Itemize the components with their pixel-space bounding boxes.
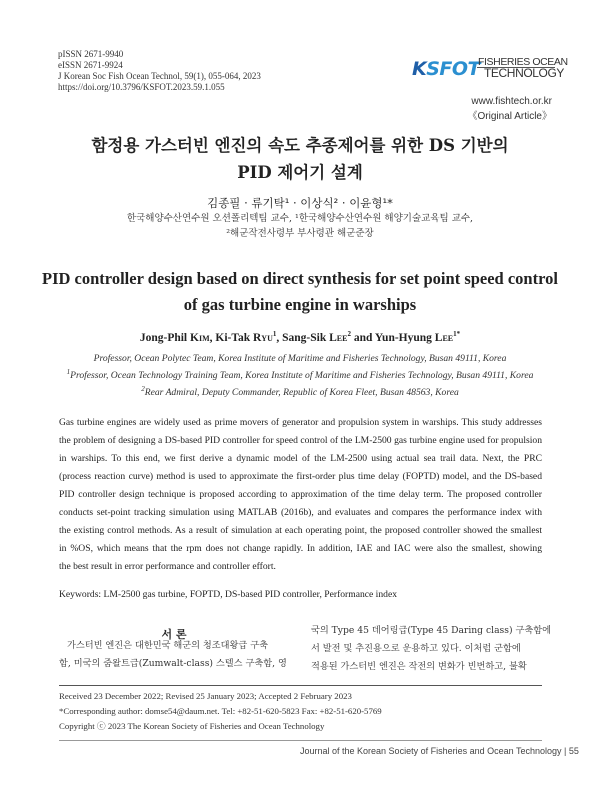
logo-line-1: FISHERIES OCEAN bbox=[478, 56, 568, 68]
english-affiliation-2 bbox=[40, 367, 560, 384]
author-and: and bbox=[350, 332, 375, 344]
author-2-sup: 1 bbox=[272, 330, 277, 339]
logo-mark-k: K bbox=[412, 58, 427, 80]
pissn: pISSN 2671-9940 bbox=[58, 49, 124, 59]
author-4-sup: 1* bbox=[453, 330, 461, 339]
english-authors: Jong-Phil Kim, Ki-Tak Ryu$^1$, Sang-Sik Lee$^2$ and Yun-Hyung Lee$^{1*}$ bbox=[139, 330, 461, 344]
korean-affiliation-2: ²해군작전사령부 부사령관 해군준장 bbox=[226, 228, 374, 239]
author-3-sup: 2 bbox=[347, 330, 351, 339]
author-4-family: Lee bbox=[434, 332, 454, 344]
author-4 bbox=[375, 332, 460, 344]
affiliation-3-sup: 2 bbox=[141, 384, 145, 393]
english-affiliation-3 bbox=[40, 384, 560, 401]
doi-link[interactable]: https://doi.org/10.3796/KSFOT.2023.59.1.055 bbox=[58, 82, 225, 92]
article-type: 《Original Article》 bbox=[467, 111, 552, 122]
logo-wordmark bbox=[478, 57, 568, 79]
eissn: eISSN 2671-9924 bbox=[58, 60, 123, 70]
korean-title-line-1: 함정용 가스터빈 엔진의 속도 추종제어를 위한 DS 기반의 bbox=[91, 136, 509, 155]
abstract bbox=[59, 414, 542, 576]
author-2-family: Ryu bbox=[252, 332, 273, 344]
footnotes bbox=[59, 689, 542, 734]
footer-journal: Journal of the Korean Society of Fisheries and Ocean Technology bbox=[300, 746, 562, 756]
page-footer bbox=[300, 746, 579, 756]
keywords: Keywords: LM-2500 gas turbine, FOPTD, DS-based PID controller, Performance index bbox=[59, 589, 397, 600]
korean-authors: 김종필 · 류기탁¹ · 이상식² · 이윤형¹* bbox=[207, 196, 393, 210]
intro-line: 서 발전 및 추진용으로 운용하고 있다. 이처럼 군함에 bbox=[311, 643, 521, 654]
english-title-line-2: of gas turbine engine in warships bbox=[183, 295, 417, 314]
intro-left-column bbox=[59, 637, 295, 673]
intro-line: 가스터빈 엔진은 대한민국 해군의 청조대왕급 구축 bbox=[67, 640, 268, 651]
abstract-line: Gas turbine engines are widely used as prime movers of generator and propulsion system in warships. This study addresses bbox=[59, 417, 542, 428]
author-2 bbox=[215, 332, 276, 344]
logo-line-2: TECHNOLOGY bbox=[484, 66, 565, 80]
author-1 bbox=[140, 332, 210, 344]
abstract-line: in %OS, which means that the rpm does not change rapidly. In addition, IAE and IAC were also the smallest, showing bbox=[59, 543, 542, 554]
author-4-given: Yun-Hyung bbox=[374, 332, 435, 344]
intro-line: 함, 미국의 줌왈트급(Zumwalt-class) 스텔스 구축함, 영 bbox=[59, 658, 287, 669]
author-3 bbox=[282, 332, 351, 344]
korean-affiliation-1: 한국해양수산연수원 오션폴리텍팀 교수, ¹한국해양수산연수원 해양기술교육팀 교수, bbox=[126, 213, 474, 224]
korean-affiliations bbox=[40, 211, 560, 241]
ksfot-logo-mark bbox=[412, 58, 480, 80]
page-number: 55 bbox=[568, 746, 579, 756]
author-1-family: Kim bbox=[190, 332, 210, 344]
intro-line: 적용된 가스터빈 엔진은 작전의 변화가 빈번하고, 불확 bbox=[311, 661, 527, 672]
author-3-family: Lee bbox=[329, 332, 348, 344]
english-title bbox=[40, 266, 560, 318]
abstract-line: the existing control methods. As a result of simulation at each operating point, the proposed controller showed the smallest bbox=[59, 525, 542, 536]
journal-url[interactable]: www.fishtech.or.kr bbox=[471, 96, 552, 107]
abstract-line: PID controller design technique is proposed according to approximation of the time delay term. The proposed controller bbox=[59, 489, 542, 500]
abstract-line: conducts set-point tracking simulation using MATLAB (2016b), and evaluates and compares the performance index with bbox=[59, 507, 542, 518]
abstract-line: (process reaction curve) method is used to approximate the first-order plus time delay (FOPTD) model, and the DS-based bbox=[59, 471, 542, 482]
corresponding-author: *Corresponding author: domse54@daum.net. Tel: +82-51-620-5823 Fax: +82-51-620-5769 bbox=[59, 706, 382, 716]
logo-divider bbox=[477, 67, 555, 68]
english-affiliation-1: Professor, Ocean Polytec Team, Korea Institute of Maritime and Fisheries Technology, Busan 49111, Korea bbox=[93, 353, 507, 364]
intro-line: 국의 Type 45 데어링급(Type 45 Daring class) 구축함에 bbox=[311, 625, 551, 636]
received-dates: Received 23 December 2022; Revised 25 January 2023; Accepted 2 February 2023 bbox=[59, 691, 352, 701]
citation: J Korean Soc Fish Ocean Technol, 59(1), 055-064, 2023 bbox=[58, 71, 261, 81]
footnote-divider bbox=[59, 685, 542, 686]
abstract-line: in warships. To this end, we first derive a dynamic model of the LM-2500 using actual sea trail data. Next, the PRC bbox=[59, 453, 542, 464]
korean-title-line-2: PID 제어기 설계 bbox=[237, 163, 363, 182]
korean-title bbox=[40, 132, 560, 186]
copyright: Copyright ⓒ 2023 The Korean Society of Fisheries and Ocean Technology bbox=[59, 721, 325, 731]
english-affiliations bbox=[40, 350, 560, 401]
footer-separator: | bbox=[561, 746, 569, 756]
author-2-given: Ki-Tak bbox=[215, 332, 253, 344]
affiliation-3-text: Rear Admiral, Deputy Commander, Republic of Korea Fleet, Busan 48563, Korea bbox=[144, 387, 459, 398]
section-title-introduction: 서 론 bbox=[161, 628, 187, 641]
logo-mark-sfot: SFOT bbox=[426, 58, 481, 80]
ksfot-logo bbox=[412, 52, 568, 96]
abstract-line: the best result in error performance and controller effort. bbox=[59, 561, 276, 572]
author-1-given: Jong-Phil bbox=[139, 332, 191, 344]
affiliation-2-sup: 1 bbox=[66, 367, 71, 376]
affiliation-2-text: Professor, Ocean Technology Training Team, Korea Institute of Maritime and Fisheries Technology, Busan 49111, Korea bbox=[70, 370, 534, 381]
abstract-line: the problem of designing a DS-based PID controller for speed control of the LM-2500 gas turbine engine used for propulsion bbox=[59, 435, 542, 446]
intro-right-column bbox=[311, 622, 551, 676]
english-title-line-1: PID controller design based on direct synthesis for set point speed control bbox=[42, 269, 558, 288]
author-3-given: Sang-Sik bbox=[282, 332, 330, 344]
journal-metadata bbox=[58, 49, 261, 93]
footer-divider bbox=[59, 740, 542, 741]
